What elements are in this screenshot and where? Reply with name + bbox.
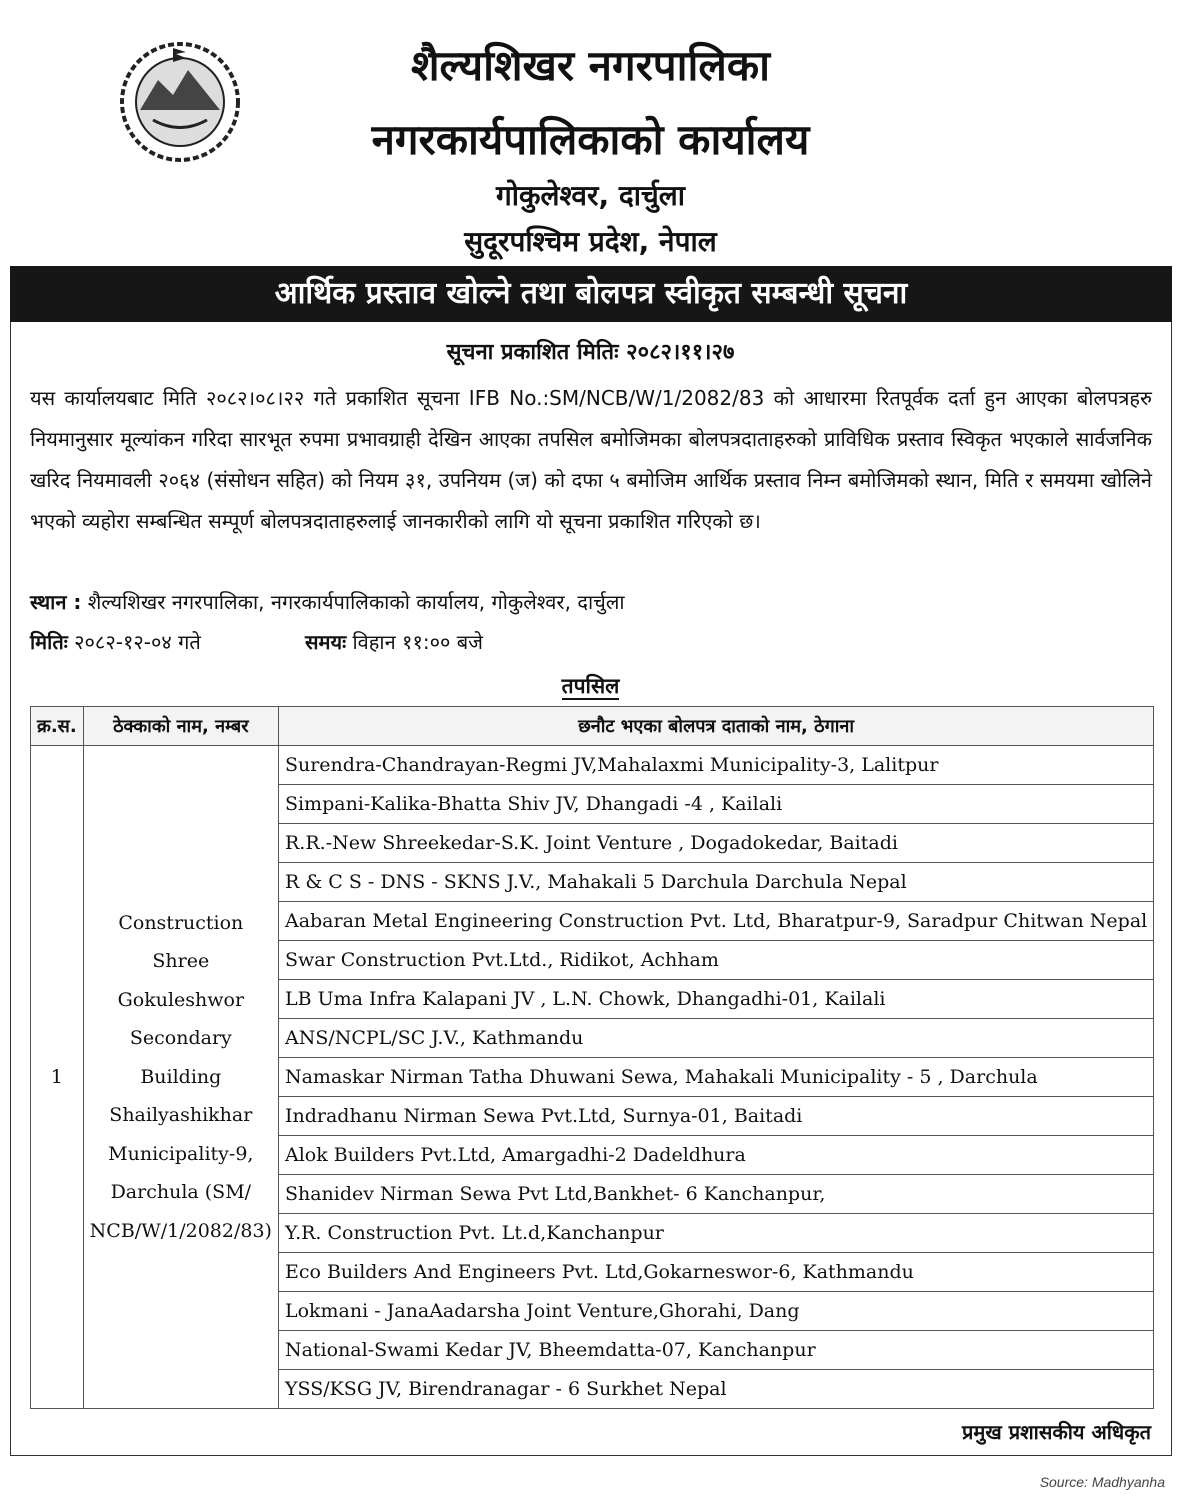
venue-line <box>30 588 625 615</box>
bidder-name: Swar Construction Pvt.Ltd., Ridikot, Achham <box>278 941 1153 980</box>
table-row <box>31 746 1154 785</box>
serial-number: 1 <box>31 746 84 1409</box>
venue-value: शैल्यशिखर नगरपालिका, नगरकार्यपालिकाको कार्यालय, गोकुलेश्वर, दार्चुला <box>87 590 625 614</box>
bidder-name: ANS/NCPL/SC J.V., Kathmandu <box>278 1019 1153 1058</box>
header-contract: ठेक्काको नाम, नम्बर <box>83 707 278 746</box>
bidder-name: YSS/KSG JV, Birendranagar - 6 Surkhet Nepal <box>278 1370 1153 1409</box>
header-sn: क्र.स. <box>31 707 84 746</box>
office-address: गोकुलेश्वर, दार्चुला <box>496 179 685 212</box>
table-header-row <box>31 707 1154 746</box>
bidder-name: National-Swami Kedar JV, Bheemdatta-07, Kanchanpur <box>278 1331 1153 1370</box>
municipality-name: शैल्यशिखर नगरपालिका <box>410 41 771 90</box>
time-label: समयः <box>305 630 347 654</box>
notice-title: आर्थिक प्रस्ताव खोल्ने तथा बोलपत्र स्वीकृत सम्बन्धी सूचना <box>10 266 1172 322</box>
bidder-name: Namaskar Nirman Tatha Dhuwani Sewa, Mahakali Municipality - 5 , Darchula <box>278 1058 1153 1097</box>
bidder-name: R.R.-New Shreekedar-S.K. Joint Venture , Dogadokedar, Baitadi <box>278 824 1153 863</box>
bidder-name: Surendra-Chandrayan-Regmi JV,Mahalaxmi Municipality-3, Lalitpur <box>278 746 1153 785</box>
date-line <box>30 628 201 655</box>
venue-label: स्थान : <box>30 590 82 614</box>
time-value: विहान ११:०० बजे <box>352 630 483 654</box>
bidders-table <box>30 706 1154 1409</box>
bidder-name: R & C S - DNS - SKNS J.V., Mahakali 5 Darchula Darchula Nepal <box>278 863 1153 902</box>
header-bidders: छनौट भएका बोलपत्र दाताको नाम, ठेगाना <box>278 707 1153 746</box>
province: सुदूरपश्चिम प्रदेश, नेपाल <box>464 225 717 258</box>
source-credit: Source: Madhyanha <box>1039 1474 1165 1490</box>
time-line <box>305 628 483 655</box>
signatory-title: प्रमुख प्रशासकीय अधिकृत <box>962 1420 1151 1444</box>
notice-body: यस कार्यालयबाट मिति २०८२।०८।२२ गते प्रकाशित सूचना IFB No.:SM/NCB/W/1/2082/83 को आधारमा रितपूर्वक दर्ता हुन आएका बोलपत्रहरु नियमानुसार मूल्यांकन गरिदा सारभूत रुपमा प्रभावग्राही देखिन आएका तपसिल बमोजिमका बोलपत्रदाताहरुको प्राविधिक प्रस्ताव स्विकृत भएकाले सार्वजनिक खरिद नियमावली २०६४ (संसोधन सहित) को नियम ३१, उपनियम (ज) को दफा ५ बमोजिम आर्थिक प्रस्ताव निम्न बमोजिमको स्थान, मिति र समयमा खोलिने भएको व्यहोरा सम्बन्धित सम्पूर्ण बोलपत्रदाताहरुलाई जानकारीको लागि यो सूचना प्रकाशित गरिएको छ। <box>30 386 1152 533</box>
bidder-name: Simpani-Kalika-Bhatta Shiv JV, Dhangadi -4 , Kailali <box>278 785 1153 824</box>
bidder-name: Aabaran Metal Engineering Construction Pvt. Ltd, Bharatpur-9, Saradpur Chitwan Nepal <box>278 902 1153 941</box>
contract-name: Construction Shree Gokuleshwor Secondary Building Shailyashikhar Municipality-9, Darchula (SM/ NCB/W/1/2082/83) <box>83 746 278 1409</box>
bidder-name: Lokmani - JanaAadarsha Joint Venture,Ghorahi, Dang <box>278 1292 1153 1331</box>
bidder-name: Alok Builders Pvt.Ltd, Amargadhi-2 Dadeldhura <box>278 1136 1153 1175</box>
bidder-name: Y.R. Construction Pvt. Lt.d,Kanchanpur <box>278 1214 1153 1253</box>
office-name: नगरकार्यपालिकाको कार्यालय <box>371 115 810 164</box>
bidder-name: LB Uma Infra Kalapani JV , L.N. Chowk, Dhangadhi-01, Kailali <box>278 980 1153 1019</box>
schedule-title: तपसिल <box>561 674 620 698</box>
table-body <box>31 746 1154 1409</box>
date-label: मितिः <box>30 630 68 654</box>
bidder-name: Shanidev Nirman Sewa Pvt Ltd,Bankhet- 6 Kanchanpur, <box>278 1175 1153 1214</box>
bidder-name: Indradhanu Nirman Sewa Pvt.Ltd, Surnya-01, Baitadi <box>278 1097 1153 1136</box>
date-value: २०८२-१२-०४ गते <box>74 630 201 654</box>
publish-date: सूचना प्रकाशित मितिः २०८२।११।२७ <box>446 340 735 365</box>
bidder-name: Eco Builders And Engineers Pvt. Ltd,Gokarneswor-6, Kathmandu <box>278 1253 1153 1292</box>
